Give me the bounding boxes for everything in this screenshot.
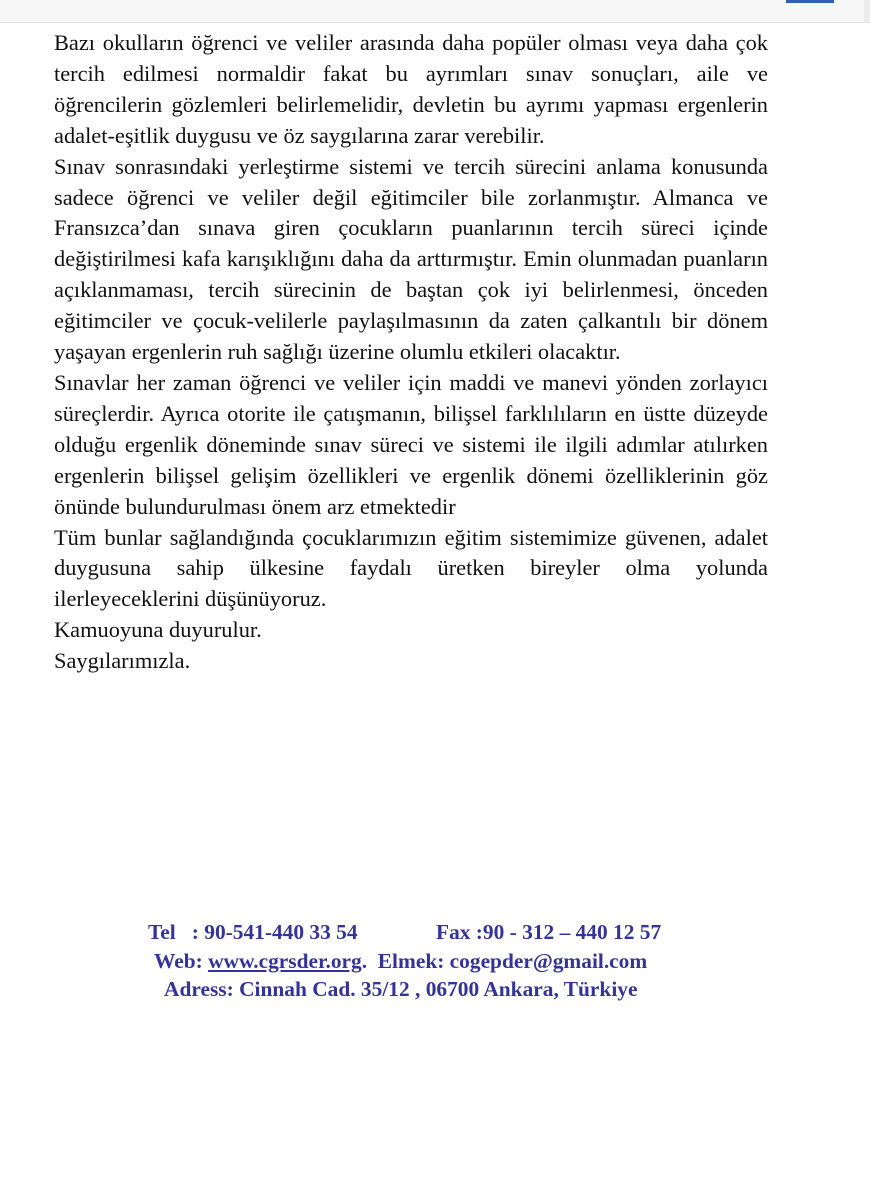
paragraph-announcement: Kamuoyuna duyurulur. — [54, 617, 262, 643]
footer-web-line — [154, 947, 647, 975]
footer-email: . Elmek: cogepder@gmail.com — [361, 949, 648, 973]
footer-address: Adress: Cinnah Cad. 35/12 , 06700 Ankara, Türkiye — [164, 977, 638, 1001]
footer-web-label: Web: — [154, 949, 209, 973]
toolbar-accent — [786, 0, 834, 3]
footer-tel: Tel : 90-541-440 33 54 — [148, 920, 358, 944]
toolbar-edge — [864, 0, 870, 22]
top-toolbar-strip — [0, 0, 870, 23]
paragraph-regards: Saygılarımızla. — [54, 648, 191, 674]
paragraph-school-popularity: Bazı okulların öğrenci ve veliler arasında daha popüler olması veya daha çok tercih edilmesi normaldir fakat bu ayrımları sınav sonuçları, aile ve öğrencilerin gözlemleri belirlemelidir, devletin bu ayrımı yapması ergenlerin adalet-eşitlik duygusu ve öz saygılarına zarar verebilir. — [54, 30, 768, 148]
footer-fax: Fax :90 - 312 – 440 12 57 — [436, 920, 662, 944]
paragraph-conclusion: Tüm bunlar sağlandığında çocuklarımızın eğitim sistemimize güvenen, adalet duygusuna sahip ülkesine faydalı üretken bireyler olma yolunda ilerleyeceklerini düşünüyoruz. — [54, 524, 768, 612]
letter-body — [54, 28, 768, 677]
paragraph-placement-system: Sınav sonrasındaki yerleştirme sistemi ve tercih sürecini anlama konusunda sadece öğrenci ve veliler değil eğitimciler bile zorlanmıştır. Almanca ve Fransızca’dan sınava giren çocukların puanlarının tercih süreci içinde değiştirilmesi kafa karışıklığını daha da arttırmıştır. Emin olunmadan puanların açıklanmaması, tercih sürecinin de baştan çok iyi belirlenmesi, önceden eğitimciler ve çocuk-velilerle paylaşılmasının da zaten çalkantılı bir dönem yaşayan ergenlerin ruh sağlığı üzerine olumlu etkileri olacaktır. — [54, 153, 768, 365]
paragraph-exam-stress: Sınavlar her zaman öğrenci ve veliler için maddi ve manevi yönden zorlayıcı süreçlerdir. Ayrıca otorite ile çatışmanın, bilişsel farklılıların en üstte düzeyde olduğu ergenlik döneminde sınav süreci ve sistemi ile ilgili adımlar atılırken ergenlerin bilişsel gelişim özellikleri ve ergenlik dönemi özelliklerinin göz önünde bulundurulması önem arz etmektedir — [54, 369, 768, 519]
footer-web-link[interactable]: www.cgrsder.org — [208, 949, 362, 973]
